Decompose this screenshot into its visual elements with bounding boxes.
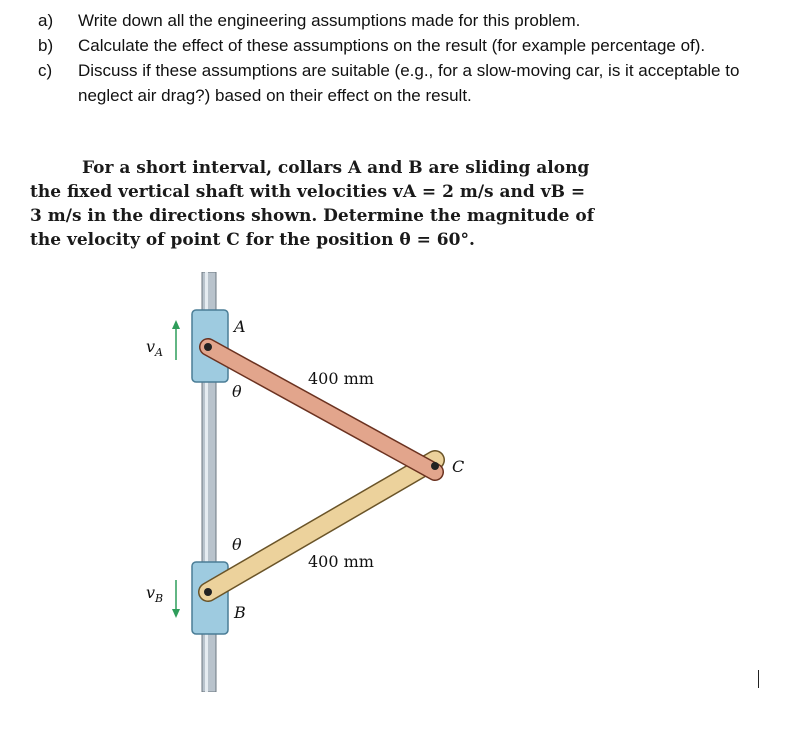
theta-label-bottom: θ — [232, 535, 242, 554]
problem-statement — [30, 156, 600, 252]
problem-line: the velocity of point C for the position θ = 60°. — [30, 230, 475, 250]
question-a — [38, 8, 778, 33]
label-b: B — [234, 603, 246, 622]
pin-b — [204, 588, 212, 596]
question-marker: b) — [38, 36, 54, 55]
question-marker: a) — [38, 11, 54, 30]
velocity-label-a: $v_A$ — [146, 337, 163, 359]
problem-line: 3 m/s in the directions shown. Determine the magnitude of — [30, 206, 595, 226]
question-text: Write down all the engineering assumptions made for this problem. — [78, 11, 581, 30]
question-c — [38, 58, 778, 108]
pin-a — [204, 343, 212, 351]
pin-c — [431, 462, 439, 470]
question-marker: c) — [38, 61, 53, 80]
link-ac — [208, 347, 435, 472]
mechanism-diagram — [130, 272, 490, 692]
problem-line: the fixed vertical shaft with velocities vA = 2 m/s and vB = — [30, 182, 586, 202]
velocity-label-b: $v_B$ — [146, 583, 164, 605]
label-c: C — [452, 457, 465, 476]
question-list — [38, 8, 778, 108]
question-text: Calculate the effect of these assumptions on the result (for example percentage of). — [78, 36, 706, 55]
link-bc — [208, 460, 435, 592]
label-a: A — [234, 317, 246, 336]
theta-label-top: θ — [232, 382, 242, 401]
text-cursor — [758, 670, 759, 688]
mechanism-figure — [130, 272, 490, 692]
length-label-bottom: 400 mm — [308, 552, 374, 571]
question-b — [38, 33, 778, 58]
question-text: Discuss if these assumptions are suitable (e.g., for a slow-moving car, is it acceptable to neglect air drag?) based on their effect on the result. — [78, 61, 740, 105]
length-label-top: 400 mm — [308, 369, 374, 388]
problem-line: For a short interval, collars A and B are sliding along — [82, 158, 590, 178]
